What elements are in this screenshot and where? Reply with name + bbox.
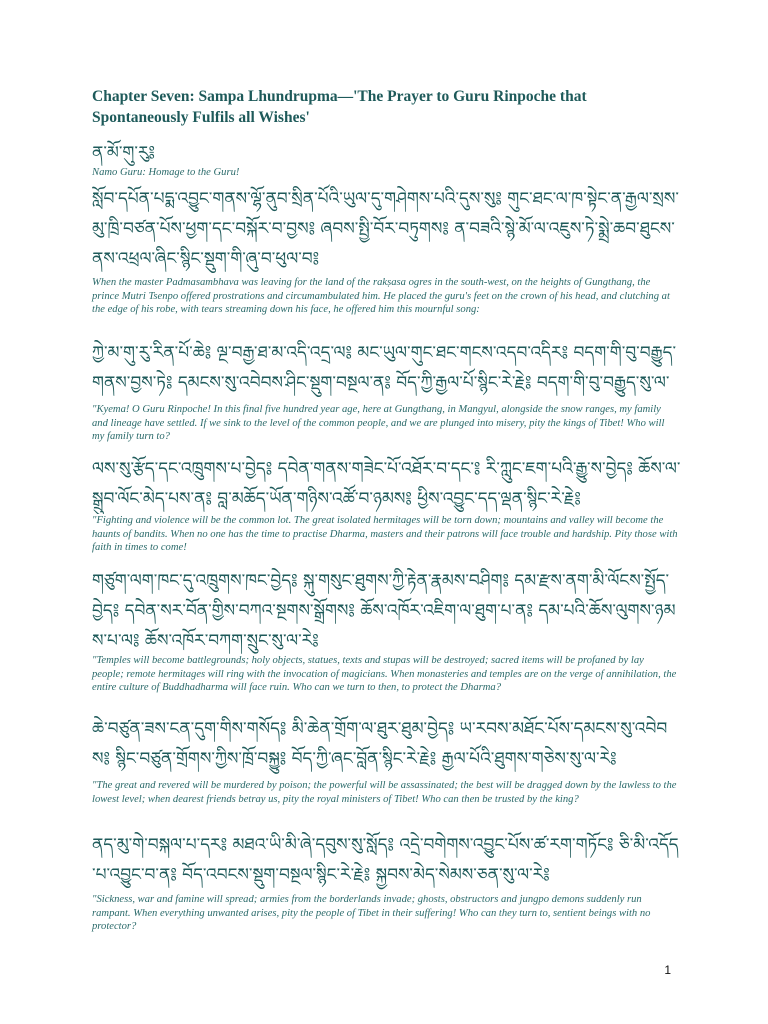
chapter-title: Chapter Seven: Sampa Lhundrupma—'The Prayer to Guru Rinpoche that Spontaneously Fulfils all Wishes' xyxy=(92,88,587,126)
tibetan-verse-6: ནད་མུ་གེ་བསྐལ་པ་དར༔ མཐའ་ཡི་མི་ཞེ་དབུས་སུ་སློད༔ འདྲེ་བགེགས་འབྱུང་པོས་ཚ་རག་གཏོང༔ ཅི་མི་འདོད་པ་འབྱུང་བ་ན༔ བོད་འབངས་སྡུག་བསྔལ་སྙིང་རེ་རྗེ༔ སྐྱབས་མེད་སེམས་ཅན་སུ་ལ་རེ༔ xyxy=(92,835,679,885)
tibetan-verse-4: གཙུག་ལག་ཁང་དུ་འཁྲུགས་ཁང་བྱེད༔ སྐུ་གསུང་ཐུགས་ཀྱི་རྟེན་རྣམས་བཤིག༔ དམ་རྫས་ནག་མི་ལོངས་སྤྱོད་བྱེད༔ དབེན་སར་བོན་གྱིས་བཀའ་སྔགས་སྒྲོགས༔ ཆོས་འཁོར་འཇིག་ལ་ཐུག་པ་ན༔ དམ་པའི་ཆོས་ལུགས་ཉམས་པ་ལ༔ ཆོས་འཁོར་བཀག་སྲུང་སུ་ལ་རེ༔ xyxy=(92,571,676,651)
translation-0: Namo Guru: Homage to the Guru! xyxy=(92,167,240,178)
translation-6: "Sickness, war and famine will spread; armies from the borderlands invade; ghosts, obstructors and jungpo demons suddenly run rampant. When everything unwanted arises, pity the people of Tibet in their suffering! Who can they turn to, sentient beings with no protector? xyxy=(92,894,651,933)
translation-4: "Temples will become battlegrounds; holy objects, statues, texts and stupas will be destroyed; sacred items will be profaned by lay people; remote hermitages will ring with the invocation of magicians. When monasteries and temples are on the verge of annihilation, the entire culture of Buddhadharma will face ruin. Who can we turn to then, to protect the Dharma? xyxy=(92,655,677,694)
translation-3: "Fighting and violence will be the common lot. The great isolated hermitages will be torn down; mountains and valley will become the haunts of bandits. When no one has the time to practise Dharma, masters and their patrons will face trouble and hardship. Pity those with faith in times to come! xyxy=(92,515,678,554)
translation-1: When the master Padmasambhava was leaving for the land of the rakṣasa ogres in the south-west, on the heights of Gungthang, the prince Mutri Tsenpo offered prostrations and circumambulated him. He placed the guru's feet on the crown of his head, and clutching at the edge of his robe, with tears streaming down his face, he offered him this mournful song: xyxy=(92,277,670,316)
translation-2: "Kyema! O Guru Rinpoche! In this final five hundred year age, here at Gungthang, in Mangyul, alongside the snow ranges, my family and lineage have settled. If we sink to the level of the common people, and we are plunged into misery, pity the kings of Tibet! Who will my family turn to? xyxy=(92,404,665,443)
tibetan-verse-0: ན་མོ་གུ་རུ༔ xyxy=(92,143,156,163)
page-number: 1 xyxy=(664,963,671,977)
tibetan-verse-2: ཀྱེ་མ་གུ་རུ་རིན་པོ་ཆེ༔ ལྔ་བརྒྱ་ཐ་མ་འདི་འདྲ་ལ༔ མང་ཡུལ་གུང་ཐང་གངས་འདབ་འདིར༔ བདག་གི་བུ་བརྒྱུད་གནས་བྱས་ཏེ༔ དམངས་སུ་འབེབས་ཤིང་སྡུག་བསྔལ་ན༔ བོད་ཀྱི་རྒྱལ་པོ་སྙིང་རེ་རྗེ༔ བདག་གི་བུ་བརྒྱུད་སུ་ལ་ xyxy=(92,343,677,393)
translation-5: "The great and revered will be murdered by poison; the powerful will be assassinated; the best will be dragged down by the lawless to the lowest level; when dearest friends betray us, pity the royal ministers of Tibet! Who can then be trusted by the king? xyxy=(92,780,677,805)
tibetan-verse-5: ཆེ་བཙུན་ཟས་ངན་དུག་གིས་གསོད༔ མི་ཆེན་གྲོག་ལ་ཐུར་ཐུམ་བྱེད༔ ཡ་རབས་མཐོང་པོས་དམངས་སུ་འབེབས༔ སྙིང་བཙུན་གྲོགས་ཀྱིས་ཁྲོ་བསྐྱུ༔ བོད་ཀྱི་ཞང་བློན་སྙིང་རེ་རྗེ༔ རྒྱལ་པོའི་ཐུགས་གཅེས་སུ་ལ་རེ༔ xyxy=(92,719,668,769)
tibetan-verse-1: སློབ་དཔོན་པདྨ་འབྱུང་གནས་ལྷོ་ནུབ་སྲིན་པོའི་ཡུལ་དུ་གཤེགས་པའི་དུས་སུ༔ གུང་ཐང་ལ་ཁ་སྟེང་ན་རྒྱལ་སྲས་མུ་ཁྲི་བཙན་པོས་ཕྱག་དང་བསྐོར་བ་བྱས༔ ཞབས་སྤྱི་བོར་བཏུགས༔ ན་བཟའི་སྙེ་མོ་ལ་འཇུས་ཏེ་སྨྲེ་ཆབ་ཐུངས་ནས་འཕྲལ་ཞིང་སྙིང་སྡུག་གི་ཞུ་བ་ཕུལ་བ༔ xyxy=(92,189,679,269)
tibetan-verse-3: ལས་སུ་རྩོད་དང་འཁྲུགས་པ་བྱེད༔ དབེན་གནས་གཟེང་པོ་འཐོར་བ་དང་༔ རི་ཀླུང་ཇག་པའི་རྒྱུ་ས་བྱེད༔ ཆོས་ལ་སྒྲུབ་ལོང་མེད་པས་ན༔ བླ་མཆོད་ཡོན་གཉིས་འཚོ་བ་ཉམས༔ ཕྱིས་འབྱུང་དད་ལྡན་སྙིང་རེ་རྗེ༔ xyxy=(92,459,681,509)
